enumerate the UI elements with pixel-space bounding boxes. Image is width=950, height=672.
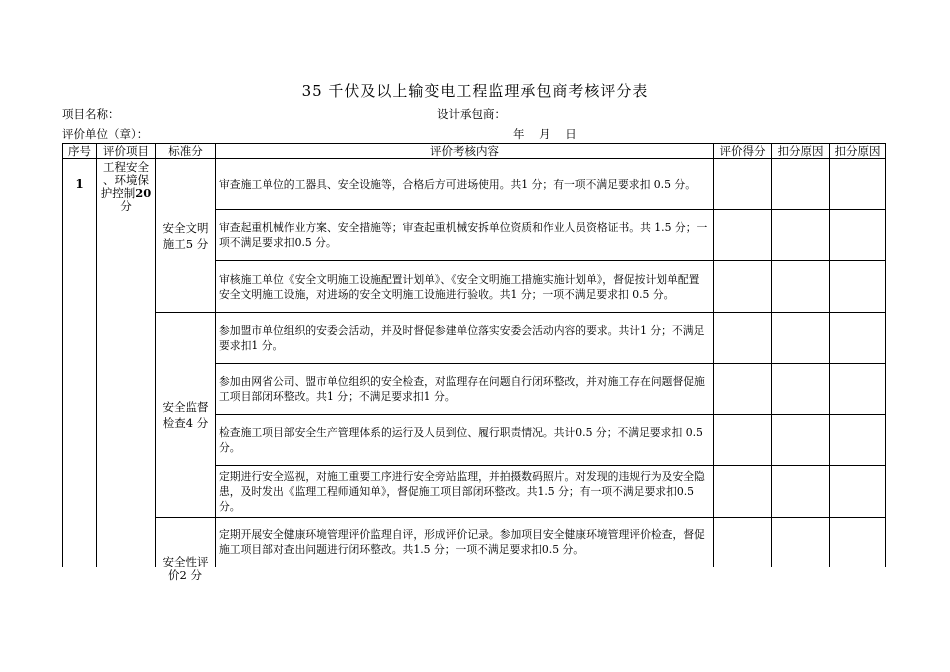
reason-cell[interactable] <box>772 159 830 210</box>
header-content: 评价考核内容 <box>216 144 714 159</box>
content-cell: 参加盟市单位组织的安委会活动，并及时督促参建单位落实安委会活动内容的要求。共计1 分；不满足要求扣1 分。 <box>216 313 714 364</box>
header-seq: 序号 <box>63 144 97 159</box>
reason-cell[interactable] <box>830 159 886 210</box>
reason-cell[interactable] <box>772 364 830 415</box>
item-line-1: 工程安全 <box>103 160 149 174</box>
content-cell: 定期进行安全巡视，对施工重要工序进行安全旁站监理，并拍摄数码照片。对发现的违规行为及安全隐患，及时发出《监理工程师通知单》，督促施工项目部闭环整改。共1.5 分；有一项不满足要求扣0.5 分。 <box>216 466 714 518</box>
item-line-2: 、环境保 <box>103 173 149 187</box>
score-cell[interactable] <box>714 415 772 466</box>
header-score: 评价得分 <box>714 144 772 159</box>
standard-safety-supervision: 安全监督 检查4 分 <box>156 313 216 518</box>
reason-cell[interactable] <box>830 466 886 518</box>
standard-safety-civilized: 安全文明 施工5 分 <box>156 159 216 313</box>
item-line-4: 分 <box>120 199 132 213</box>
date-label: 年 月 日 <box>513 127 577 141</box>
header-item: 评价项目 <box>97 144 156 159</box>
table-header-row <box>63 144 886 159</box>
reason-cell[interactable] <box>772 313 830 364</box>
reason-cell[interactable] <box>772 415 830 466</box>
table-row <box>63 159 886 210</box>
header-reason-1: 扣分原因 <box>772 144 830 159</box>
table-row <box>63 313 886 364</box>
row-eval-item <box>97 159 156 568</box>
score-cell[interactable] <box>714 364 772 415</box>
reason-cell[interactable] <box>772 518 830 568</box>
score-cell[interactable] <box>714 466 772 518</box>
reason-cell[interactable] <box>830 210 886 261</box>
design-contractor-label: 设计承包商： <box>437 107 506 121</box>
content-cell: 审查起重机械作业方案、安全措施等；审查起重机械安拆单位资质和作业人员资格证书。共 1.5 分；一项不满足要求扣0.5 分。 <box>216 210 714 261</box>
row-seq-number: 1 <box>63 159 97 568</box>
score-cell[interactable] <box>714 518 772 568</box>
eval-unit-label: 评价单位（章）： <box>62 127 149 141</box>
reason-cell[interactable] <box>830 313 886 364</box>
reason-cell[interactable] <box>830 364 886 415</box>
project-name-label: 项目名称： <box>62 107 120 121</box>
content-cell: 检查施工项目部安全生产管理体系的运行及人员到位、履行职责情况。共计0.5 分；不满足要求扣 0.5 分。 <box>216 415 714 466</box>
score-cell[interactable] <box>714 210 772 261</box>
score-cell[interactable] <box>714 159 772 210</box>
header-standard: 标准分 <box>156 144 216 159</box>
content-cell: 审查施工单位的工器具、安全设施等，合格后方可进场使用。共1 分；有一项不满足要求扣 0.5 分。 <box>216 159 714 210</box>
reason-cell[interactable] <box>830 415 886 466</box>
reason-cell[interactable] <box>772 466 830 518</box>
content-cell: 审核施工单位《安全文明施工设施配置计划单》、《安全文明施工措施实施计划单》，督促按计划单配置安全文明施工设施，对进场的安全文明施工设施进行验收。共1 分；一项不满足要求扣 0.5 分。 <box>216 261 714 313</box>
score-table <box>62 143 886 567</box>
standard-safety-evaluation: 安全性评 <box>156 518 216 568</box>
score-cell[interactable] <box>714 261 772 313</box>
standard-tail-text: 价2 分 <box>168 568 202 582</box>
page-title: 35 千伏及以上输变电工程监理承包商考核评分表 <box>301 82 649 100</box>
table-row <box>63 518 886 568</box>
reason-cell[interactable] <box>772 261 830 313</box>
content-cell: 参加由网省公司、盟市单位组织的安全检查，对监理存在问题自行闭环整改，并对施工存在问题督促施工项目部闭环整改。共1 分；不满足要求扣1 分。 <box>216 364 714 415</box>
reason-cell[interactable] <box>772 210 830 261</box>
item-line-3: 护控制20 <box>100 186 152 200</box>
content-cell: 定期开展安全健康环境管理评价监理自评，形成评价记录。参加项目安全健康环境管理评价检查，督促施工项目部对查出问题进行闭环整改。共1.5 分；一项不满足要求扣0.5 分。 <box>216 518 714 568</box>
reason-cell[interactable] <box>830 261 886 313</box>
reason-cell[interactable] <box>830 518 886 568</box>
score-cell[interactable] <box>714 313 772 364</box>
item-score: 20 <box>135 186 152 200</box>
header-reason-2: 扣分原因 <box>830 144 886 159</box>
